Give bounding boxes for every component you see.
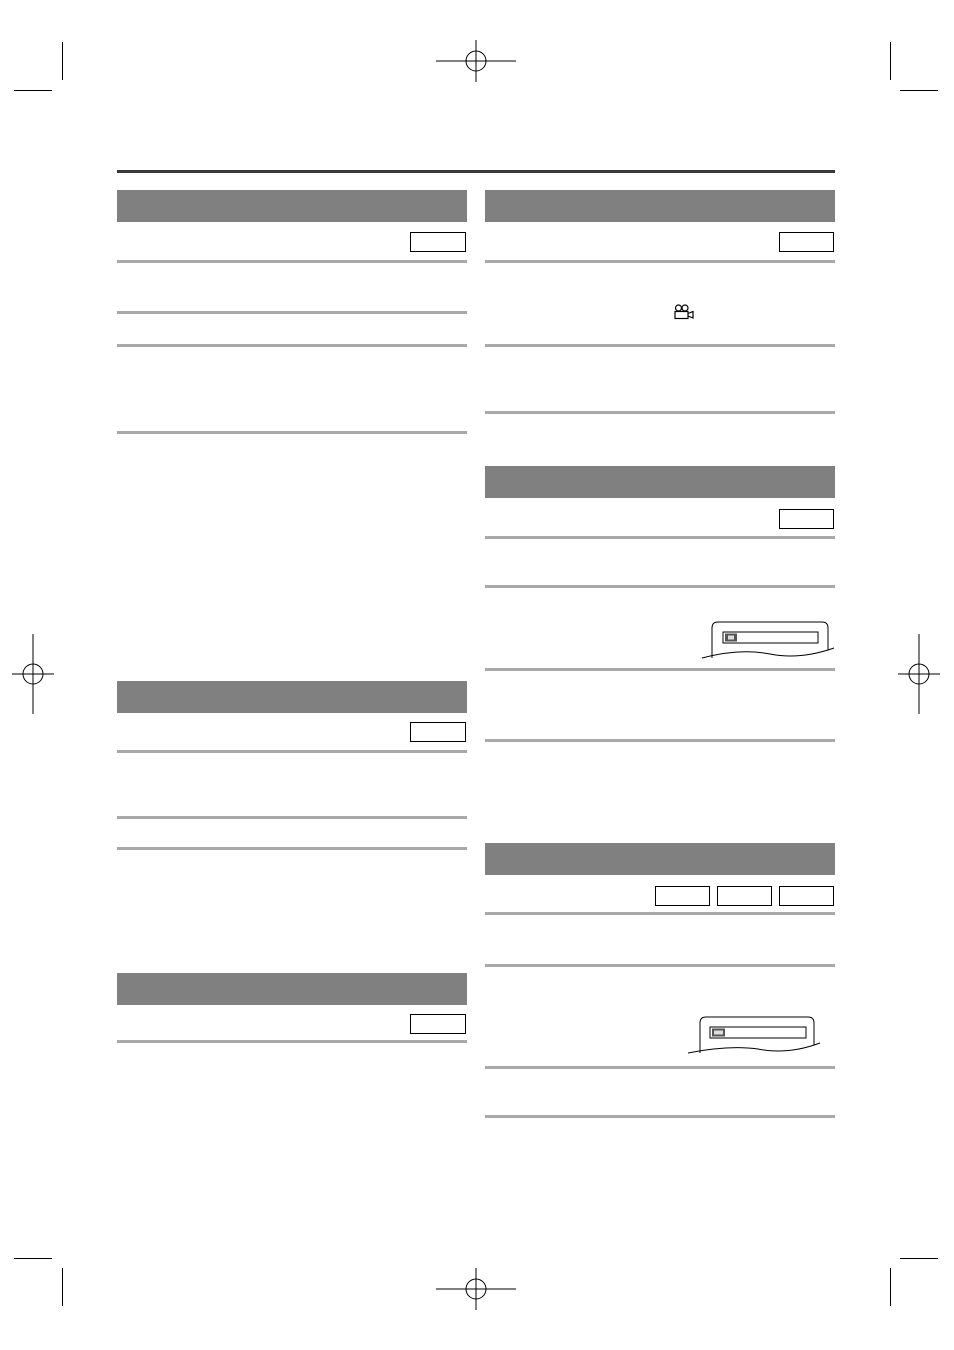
- divider: [117, 431, 467, 434]
- divider: [117, 750, 467, 753]
- divider: [117, 311, 467, 314]
- disc-type-badge: [779, 509, 834, 529]
- disc-type-badge: [779, 886, 834, 906]
- crop-mark-icon: [62, 1268, 63, 1306]
- divider: [485, 964, 835, 967]
- crop-mark-icon: [890, 1268, 891, 1306]
- divider: [485, 1066, 835, 1069]
- divider: [485, 1115, 835, 1118]
- on-screen-display-icon: [700, 618, 836, 660]
- disc-type-badge: [410, 232, 466, 252]
- registration-mark-icon: [898, 634, 940, 714]
- disc-type-badge: [655, 886, 710, 906]
- divider: [117, 847, 467, 850]
- section-title-bar: [485, 466, 835, 498]
- section-title-bar: [117, 973, 467, 1005]
- disc-type-badge: [410, 1014, 466, 1034]
- divider: [485, 536, 835, 539]
- divider: [485, 585, 835, 588]
- crop-mark-icon: [14, 1258, 52, 1259]
- crop-mark-icon: [900, 90, 938, 91]
- divider: [485, 912, 835, 915]
- divider: [485, 739, 835, 742]
- divider: [117, 816, 467, 819]
- disc-type-badge: [410, 722, 466, 742]
- registration-mark-icon: [436, 1268, 516, 1310]
- disc-type-badge: [779, 232, 834, 252]
- section-title-bar: [117, 190, 467, 222]
- disc-type-badge: [717, 886, 772, 906]
- divider: [117, 260, 467, 263]
- section-title-bar: [485, 190, 835, 222]
- crop-mark-icon: [900, 1258, 938, 1259]
- divider: [117, 1040, 467, 1043]
- section-title-bar: [485, 843, 835, 875]
- divider: [117, 344, 467, 347]
- registration-mark-icon: [436, 40, 516, 82]
- crop-mark-icon: [890, 42, 891, 80]
- on-screen-display-icon: [688, 1015, 824, 1057]
- divider: [485, 260, 835, 263]
- crop-mark-icon: [62, 42, 63, 80]
- divider: [485, 344, 835, 347]
- crop-mark-icon: [14, 90, 52, 91]
- registration-mark-icon: [12, 634, 54, 714]
- divider: [485, 668, 835, 671]
- divider: [485, 411, 835, 414]
- section-title-bar: [117, 681, 467, 713]
- movie-camera-icon: [673, 304, 695, 320]
- page-header-rule: [117, 170, 835, 173]
